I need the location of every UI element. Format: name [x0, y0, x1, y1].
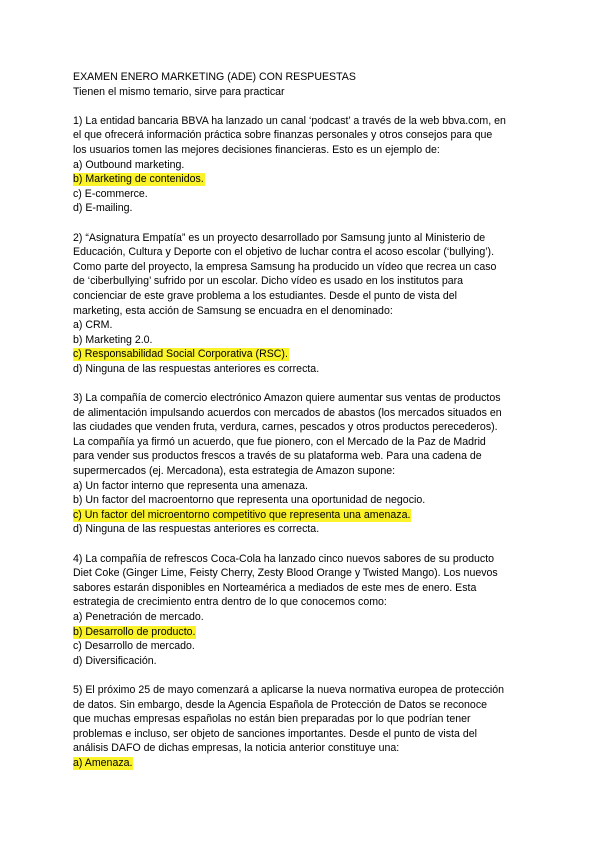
answer-option-text: a) Penetración de mercado.: [73, 610, 204, 623]
question-4: [73, 552, 543, 669]
answer-option: [73, 187, 543, 202]
answer-option: [73, 654, 543, 669]
answer-option-text: b) Marketing 2.0.: [73, 333, 153, 346]
question-stem-line: sabores estarán disponibles en Norteamérica a mediados de este mes de enero. Esta: [73, 581, 477, 594]
answer-option-text: d) Ninguna de las respuestas anteriores es correcta.: [73, 362, 320, 375]
spacer: [73, 216, 543, 231]
question-stem-line: análisis DAFO de dichas empresas, la noticia anterior constituye una:: [73, 742, 400, 755]
answer-option: [73, 479, 543, 494]
answer-option: [73, 522, 543, 537]
question-stem-line: de datos. Sin embargo, desde la Agencia Española de Protección de Datos se reconoce: [73, 698, 488, 711]
correct-answer-option: [73, 347, 543, 362]
question-1: [73, 114, 543, 216]
answer-option-text: b) Marketing de contenidos.: [73, 173, 204, 186]
answer-option-text: a) Amenaza.: [73, 756, 133, 769]
question-stem-line: La compañía ya firmó un acuerdo, que fue pionero, con el Mercado de la Paz de Madrid: [73, 435, 486, 448]
question-stem-line: 1) La entidad bancaria BBVA ha lanzado un canal ‘podcast’ a través de la web bbva.com, en: [73, 114, 506, 127]
correct-answer-option: [73, 508, 543, 523]
document-page: [73, 70, 543, 771]
question-stem-line: 4) La compañía de refrescos Coca-Cola ha lanzado cinco nuevos sabores de su producto: [73, 552, 495, 565]
question-stem-line: 3) La compañía de comercio electrónico Amazon quiere aumentar sus ventas de productos: [73, 392, 501, 405]
question-list: [73, 114, 543, 771]
question-stem-line: concienciar de este grave problema a los estudiantes. Desde el punto de vista del: [73, 289, 457, 302]
answer-option-text: a) Un factor interno que representa una amenaza.: [73, 479, 308, 492]
question-stem-line: marketing, esta acción de Samsung se encuadra en el denominado:: [73, 304, 393, 317]
question-stem-line: supermercados (ej. Mercadona), esta estrategia de Amazon supone:: [73, 465, 396, 478]
answer-option-text: c) E-commerce.: [73, 187, 148, 200]
spacer: [73, 376, 543, 391]
correct-answer-option: [73, 756, 543, 771]
question-stem-line: 2) “Asignatura Empatía” es un proyecto desarrollado por Samsung junto al Ministerio de: [73, 231, 486, 244]
answer-option: [73, 610, 543, 625]
spacer: [73, 668, 543, 683]
question-stem-line: de alimentación impulsando acuerdos con mercados de abastos (los mercados situados en: [73, 406, 502, 419]
question-stem-line: Educación, Cultura y Deporte con el objetivo de luchar contra el acoso escolar (‘bullying’).: [73, 246, 495, 259]
correct-answer-option: [73, 625, 543, 640]
question-stem-line: problemas e incluso, ser objeto de sanciones importantes. Desde el punto de vista del: [73, 727, 477, 740]
answer-option-text: d) E-mailing.: [73, 202, 133, 215]
question-stem-line: Diet Coke (Ginger Lime, Feisty Cherry, Zesty Blood Orange y Twisted Mango). Los nuevos: [73, 567, 498, 580]
answer-option-text: c) Un factor del microentorno competitivo que representa una amenaza.: [73, 508, 411, 521]
question-stem-line: de ‘ciberbullying’ sufrido por un escolar. Dicho vídeo es usado en los institutos para: [73, 275, 464, 288]
answer-option: [73, 333, 543, 348]
document-title: EXAMEN ENERO MARKETING (ADE) CON RESPUESTAS: [73, 71, 356, 83]
question-2: [73, 231, 543, 377]
question-stem-line: 5) El próximo 25 de mayo comenzará a aplicarse la nueva normativa europea de protección: [73, 683, 505, 696]
answer-option-text: c) Responsabilidad Social Corporativa (RSC).: [73, 348, 288, 361]
question-stem-line: estrategia de crecimiento entra dentro de lo que conocemos como:: [73, 596, 387, 609]
answer-option-text: b) Desarrollo de producto.: [73, 625, 196, 638]
answer-option-text: d) Ninguna de las respuestas anteriores es correcta.: [73, 523, 320, 536]
spacer: [73, 99, 543, 114]
question-stem-line: las ciudades que venden fruta, verdura, carnes, pescados y otros productos perecederos).: [73, 421, 498, 434]
question-stem-line: los usuarios tomen las mejores decisiones financieras. Esto es un ejemplo de:: [73, 143, 440, 156]
answer-option-text: c) Desarrollo de mercado.: [73, 640, 195, 653]
question-3: [73, 391, 543, 537]
document-subtitle: Tienen el mismo temario, sirve para practicar: [73, 85, 285, 98]
answer-option-text: a) Outbound marketing.: [73, 158, 185, 171]
correct-answer-option: [73, 172, 543, 187]
answer-option: [73, 493, 543, 508]
question-stem-line: para vender sus productos frescos a través de su plataforma web. Para una cadena de: [73, 450, 482, 463]
question-stem-line: que muchas empresas españolas no están bien preparadas por lo que podrían tener: [73, 713, 471, 726]
answer-option-text: a) CRM.: [73, 319, 113, 332]
question-5: [73, 683, 543, 771]
answer-option: [73, 362, 543, 377]
question-stem-line: Como parte del proyecto, la empresa Samsung ha producido un vídeo que recrea un caso: [73, 260, 497, 273]
answer-option: [73, 639, 543, 654]
spacer: [73, 537, 543, 552]
answer-option: [73, 201, 543, 216]
answer-option-text: b) Un factor del macroentorno que representa una oportunidad de negocio.: [73, 494, 426, 507]
question-stem-line: el que ofrecerá información práctica sobre finanzas personales y otros consejos para que: [73, 129, 493, 142]
answer-option: [73, 318, 543, 333]
answer-option-text: d) Diversificación.: [73, 654, 157, 667]
answer-option: [73, 158, 543, 173]
